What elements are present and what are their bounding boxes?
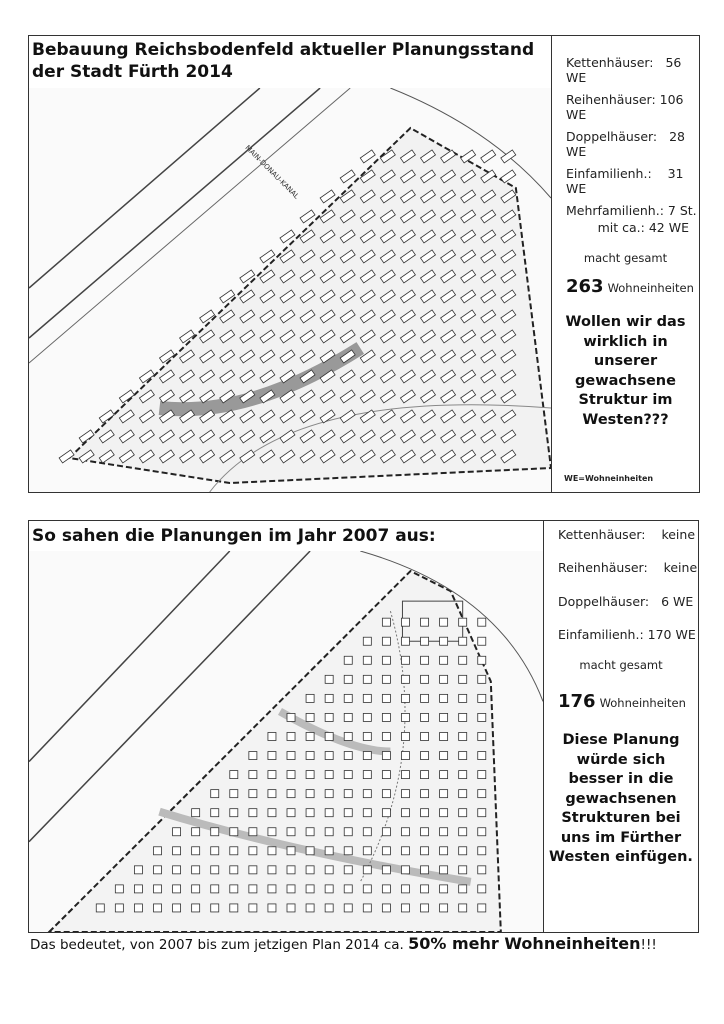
building-footprint	[249, 885, 257, 893]
building-footprint	[421, 713, 429, 721]
building-footprint	[249, 847, 257, 855]
building-footprint	[306, 885, 314, 893]
building-footprint	[440, 618, 448, 626]
building-footprint	[344, 866, 352, 874]
building-footprint	[459, 904, 467, 912]
building-footprint	[401, 675, 409, 683]
building-footprint	[440, 904, 448, 912]
building-footprint	[325, 713, 333, 721]
building-footprint	[153, 847, 161, 855]
building-footprint	[344, 790, 352, 798]
building-footprint	[340, 170, 355, 183]
building-footprint	[325, 847, 333, 855]
building-footprint	[459, 656, 467, 664]
building-footprint	[230, 866, 238, 874]
building-footprint	[344, 809, 352, 817]
building-footprint	[344, 904, 352, 912]
building-footprint	[440, 752, 448, 760]
building-footprint	[287, 828, 295, 836]
total-units	[566, 276, 699, 297]
building-footprint	[249, 790, 257, 798]
statement-text: Diese Planung würde sich besser in die gewachsenen Strukturen bei uns im Fürther Westen einfügen.	[549, 732, 693, 865]
building-footprint	[268, 904, 276, 912]
building-footprint	[478, 732, 486, 740]
stat-label: Mehrfamilienh.:	[566, 203, 664, 218]
building-footprint	[401, 866, 409, 874]
building-footprint	[363, 847, 371, 855]
building-footprint	[325, 675, 333, 683]
building-footprint	[421, 809, 429, 817]
building-footprint	[344, 675, 352, 683]
conclusion-highlight: 50% mehr Wohneinheiten	[408, 934, 641, 953]
building-footprint	[363, 809, 371, 817]
stat-label: Doppelhäuser:	[558, 594, 650, 609]
building-footprint	[306, 904, 314, 912]
stat-label: Reihenhäuser:	[566, 92, 656, 107]
building-footprint	[211, 866, 219, 874]
building-footprint	[192, 885, 200, 893]
building-footprint	[363, 637, 371, 645]
plan-2007-site-map	[29, 551, 543, 932]
building-footprint	[173, 866, 181, 874]
building-footprint	[459, 847, 467, 855]
plan-2014-site-map	[29, 88, 551, 492]
building-footprint	[211, 809, 219, 817]
stat-value: 6 WE	[661, 594, 694, 609]
stat-value: 28 WE	[566, 129, 685, 159]
question-text: Wollen wir das wirklich in unserer gewachsene Struktur im Westen???	[565, 314, 686, 428]
stat-reihenhaeuser	[558, 560, 698, 575]
building-footprint	[249, 866, 257, 874]
building-footprint	[325, 771, 333, 779]
building-footprint	[306, 694, 314, 702]
building-footprint	[173, 847, 181, 855]
building-footprint	[192, 809, 200, 817]
building-footprint	[382, 637, 390, 645]
stat-value: 106 WE	[566, 92, 684, 122]
building-footprint	[134, 885, 142, 893]
building-footprint	[363, 713, 371, 721]
building-footprint	[363, 694, 371, 702]
stat-mehrfamilienhaeuser-units	[552, 220, 689, 235]
building-footprint	[459, 771, 467, 779]
building-footprint	[421, 656, 429, 664]
building-footprint	[192, 847, 200, 855]
building-footprint	[153, 866, 161, 874]
building-footprint	[401, 885, 409, 893]
building-footprint	[459, 675, 467, 683]
conclusion-text: Das bedeutet, von 2007 bis zum jetzigen Plan 2014 ca.	[30, 937, 404, 953]
canal-label: MAIN-DONAU-KANAL	[243, 143, 302, 201]
building-footprint	[382, 904, 390, 912]
building-footprint	[230, 809, 238, 817]
building-footprint	[440, 637, 448, 645]
building-footprint	[268, 790, 276, 798]
plan-2007-summary-panel	[543, 520, 699, 933]
building-footprint	[382, 790, 390, 798]
building-footprint	[459, 828, 467, 836]
building-footprint	[478, 752, 486, 760]
building-footprint	[192, 866, 200, 874]
sum-label: macht gesamt	[583, 251, 668, 265]
building-footprint	[287, 771, 295, 779]
building-footprint	[382, 828, 390, 836]
building-footprint	[230, 790, 238, 798]
building-footprint	[325, 694, 333, 702]
building-footprint	[230, 828, 238, 836]
building-footprint	[440, 847, 448, 855]
conclusion-suffix: !!!	[640, 937, 657, 953]
building-footprint	[478, 771, 486, 779]
building-footprint	[287, 904, 295, 912]
building-footprint	[401, 809, 409, 817]
plan-2014-summary-panel	[551, 35, 700, 493]
stat-label: Doppelhäuser:	[566, 129, 658, 144]
building-footprint	[478, 847, 486, 855]
stat-doppelhaeuser	[558, 594, 698, 609]
building-footprint	[421, 885, 429, 893]
building-footprint	[211, 885, 219, 893]
building-footprint	[478, 656, 486, 664]
building-footprint	[306, 809, 314, 817]
building-footprint	[440, 828, 448, 836]
stat-label: Einfamilienh.:	[566, 166, 652, 181]
plan-2007-title: So sahen die Planungen im Jahr 2007 aus:	[32, 526, 436, 546]
building-footprint	[401, 904, 409, 912]
building-footprint	[268, 885, 276, 893]
building-footprint	[363, 656, 371, 664]
building-footprint	[440, 732, 448, 740]
building-footprint	[478, 675, 486, 683]
building-footprint	[173, 828, 181, 836]
building-footprint	[459, 713, 467, 721]
building-footprint	[363, 771, 371, 779]
building-footprint	[287, 809, 295, 817]
building-footprint	[360, 150, 375, 163]
building-footprint	[401, 713, 409, 721]
building-footprint	[478, 713, 486, 721]
stat-mehrfamilienhaeuser	[566, 203, 699, 218]
building-footprint	[478, 828, 486, 836]
building-footprint	[344, 752, 352, 760]
building-footprint	[306, 866, 314, 874]
building-footprint	[249, 752, 257, 760]
building-footprint	[478, 809, 486, 817]
building-footprint	[306, 828, 314, 836]
building-footprint	[401, 790, 409, 798]
building-footprint	[306, 752, 314, 760]
building-footprint	[363, 828, 371, 836]
total-units	[558, 691, 698, 712]
stat-value: 56 WE	[566, 55, 682, 85]
building-footprint	[115, 885, 123, 893]
building-footprint	[211, 847, 219, 855]
building-footprint	[440, 713, 448, 721]
building-footprint	[459, 694, 467, 702]
building-footprint	[134, 866, 142, 874]
building-footprint	[501, 170, 516, 183]
building-footprint	[268, 847, 276, 855]
building-footprint	[268, 809, 276, 817]
building-footprint	[421, 637, 429, 645]
building-footprint	[306, 771, 314, 779]
building-footprint	[287, 713, 295, 721]
building-footprint	[401, 847, 409, 855]
building-footprint	[134, 904, 142, 912]
building-footprint	[421, 904, 429, 912]
building-footprint	[173, 904, 181, 912]
building-footprint	[421, 771, 429, 779]
building-footprint	[440, 809, 448, 817]
conclusion-line	[30, 934, 657, 953]
building-footprint	[211, 904, 219, 912]
building-footprint	[230, 904, 238, 912]
building-footprint	[478, 618, 486, 626]
building-footprint	[459, 732, 467, 740]
building-footprint	[401, 771, 409, 779]
building-footprint	[211, 828, 219, 836]
building-footprint	[440, 866, 448, 874]
building-footprint	[96, 904, 104, 912]
building-footprint	[459, 752, 467, 760]
building-footprint	[382, 809, 390, 817]
building-footprint	[230, 885, 238, 893]
stat-value: 7 St.	[667, 203, 697, 218]
building-footprint	[230, 771, 238, 779]
building-footprint	[306, 790, 314, 798]
building-footprint	[382, 675, 390, 683]
plan-2007-map-frame	[28, 520, 544, 933]
building-footprint	[192, 904, 200, 912]
building-footprint	[382, 866, 390, 874]
plan-2014-map-frame	[28, 35, 552, 493]
building-footprint	[287, 790, 295, 798]
building-footprint	[440, 694, 448, 702]
building-footprint	[363, 752, 371, 760]
building-footprint	[211, 790, 219, 798]
building-footprint	[478, 790, 486, 798]
building-footprint	[478, 866, 486, 874]
plan-2014-title: Bebauung Reichsbodenfeld aktueller Planungsstand der Stadt Fürth 2014	[32, 39, 542, 83]
stat-value: keine	[663, 560, 698, 575]
stat-reihenhaeuser	[566, 92, 699, 122]
total-unit: Wohneinheiten	[599, 696, 686, 710]
building-footprint	[325, 885, 333, 893]
building-footprint	[268, 771, 276, 779]
building-footprint	[115, 904, 123, 912]
building-footprint	[440, 675, 448, 683]
building-footprint	[363, 885, 371, 893]
building-footprint	[325, 752, 333, 760]
stat-einfamilienhaeuser	[566, 166, 699, 196]
building-footprint	[421, 847, 429, 855]
building-footprint	[421, 675, 429, 683]
building-footprint	[344, 713, 352, 721]
building-footprint	[421, 828, 429, 836]
building-footprint	[306, 732, 314, 740]
building-footprint	[249, 904, 257, 912]
total-number: 263	[566, 276, 604, 297]
building-footprint	[344, 694, 352, 702]
building-footprint	[459, 637, 467, 645]
building-footprint	[382, 752, 390, 760]
building-footprint	[382, 847, 390, 855]
building-footprint	[440, 790, 448, 798]
building-footprint	[320, 190, 335, 203]
sum-label: macht gesamt	[579, 658, 663, 672]
building-footprint	[382, 713, 390, 721]
stat-label: mit ca.:	[597, 220, 645, 235]
building-footprint	[287, 847, 295, 855]
stat-label: Einfamilienh.:	[558, 627, 644, 642]
building-footprint	[249, 771, 257, 779]
building-footprint	[440, 885, 448, 893]
building-footprint	[401, 618, 409, 626]
building-footprint	[478, 885, 486, 893]
building-footprint	[440, 771, 448, 779]
building-footprint	[382, 732, 390, 740]
building-footprint	[153, 904, 161, 912]
building-footprint	[325, 828, 333, 836]
building-footprint	[401, 732, 409, 740]
building-footprint	[363, 904, 371, 912]
building-footprint	[344, 656, 352, 664]
legend-we: WE=Wohneinheiten	[564, 474, 654, 483]
building-footprint	[459, 866, 467, 874]
building-footprint	[344, 885, 352, 893]
building-footprint	[287, 752, 295, 760]
building-footprint	[401, 752, 409, 760]
building-footprint	[421, 732, 429, 740]
building-footprint	[478, 637, 486, 645]
building-footprint	[268, 732, 276, 740]
building-footprint	[325, 732, 333, 740]
building-footprint	[421, 694, 429, 702]
building-footprint	[481, 150, 496, 163]
building-footprint	[300, 210, 315, 223]
stat-value: 31 WE	[566, 166, 684, 196]
building-footprint	[344, 828, 352, 836]
building-footprint	[363, 790, 371, 798]
building-footprint	[421, 790, 429, 798]
building-footprint	[401, 637, 409, 645]
stat-value: 42 WE	[648, 220, 689, 235]
stat-label: Kettenhäuser:	[566, 55, 654, 70]
stat-kettenhaeuser	[566, 55, 699, 85]
building-footprint	[382, 618, 390, 626]
building-footprint	[459, 618, 467, 626]
building-footprint	[268, 828, 276, 836]
stat-label: Kettenhäuser:	[558, 527, 646, 542]
building-footprint	[306, 713, 314, 721]
building-footprint	[478, 694, 486, 702]
building-footprint	[153, 885, 161, 893]
building-footprint	[268, 866, 276, 874]
building-footprint	[344, 847, 352, 855]
building-footprint	[459, 885, 467, 893]
building-footprint	[230, 847, 238, 855]
building-footprint	[325, 790, 333, 798]
building-footprint	[192, 828, 200, 836]
total-unit: Wohneinheiten	[607, 281, 694, 295]
building-footprint	[325, 904, 333, 912]
building-footprint	[363, 866, 371, 874]
building-footprint	[421, 618, 429, 626]
stat-value: keine	[661, 527, 696, 542]
building-footprint	[59, 450, 74, 463]
building-footprint	[344, 771, 352, 779]
building-footprint	[287, 866, 295, 874]
building-footprint	[287, 885, 295, 893]
building-footprint	[249, 828, 257, 836]
building-footprint	[421, 866, 429, 874]
building-footprint	[382, 656, 390, 664]
stat-doppelhaeuser	[566, 129, 699, 159]
building-footprint	[440, 656, 448, 664]
building-footprint	[421, 752, 429, 760]
building-footprint	[306, 847, 314, 855]
building-footprint	[363, 675, 371, 683]
building-footprint	[459, 809, 467, 817]
building-footprint	[287, 732, 295, 740]
building-footprint	[401, 694, 409, 702]
building-footprint	[382, 885, 390, 893]
building-footprint	[401, 828, 409, 836]
building-footprint	[478, 904, 486, 912]
building-footprint	[268, 752, 276, 760]
building-footprint	[382, 694, 390, 702]
building-footprint	[325, 866, 333, 874]
building-footprint	[249, 809, 257, 817]
stat-einfamilienhaeuser	[558, 627, 698, 642]
building-footprint	[325, 809, 333, 817]
building-footprint	[382, 771, 390, 779]
building-footprint	[459, 790, 467, 798]
total-number: 176	[558, 691, 596, 712]
stat-kettenhaeuser	[558, 527, 698, 542]
building-footprint	[363, 732, 371, 740]
building-footprint	[401, 656, 409, 664]
building-footprint	[344, 732, 352, 740]
building-footprint	[173, 885, 181, 893]
stat-label: Reihenhäuser:	[558, 560, 648, 575]
stat-value: 170 WE	[647, 627, 696, 642]
